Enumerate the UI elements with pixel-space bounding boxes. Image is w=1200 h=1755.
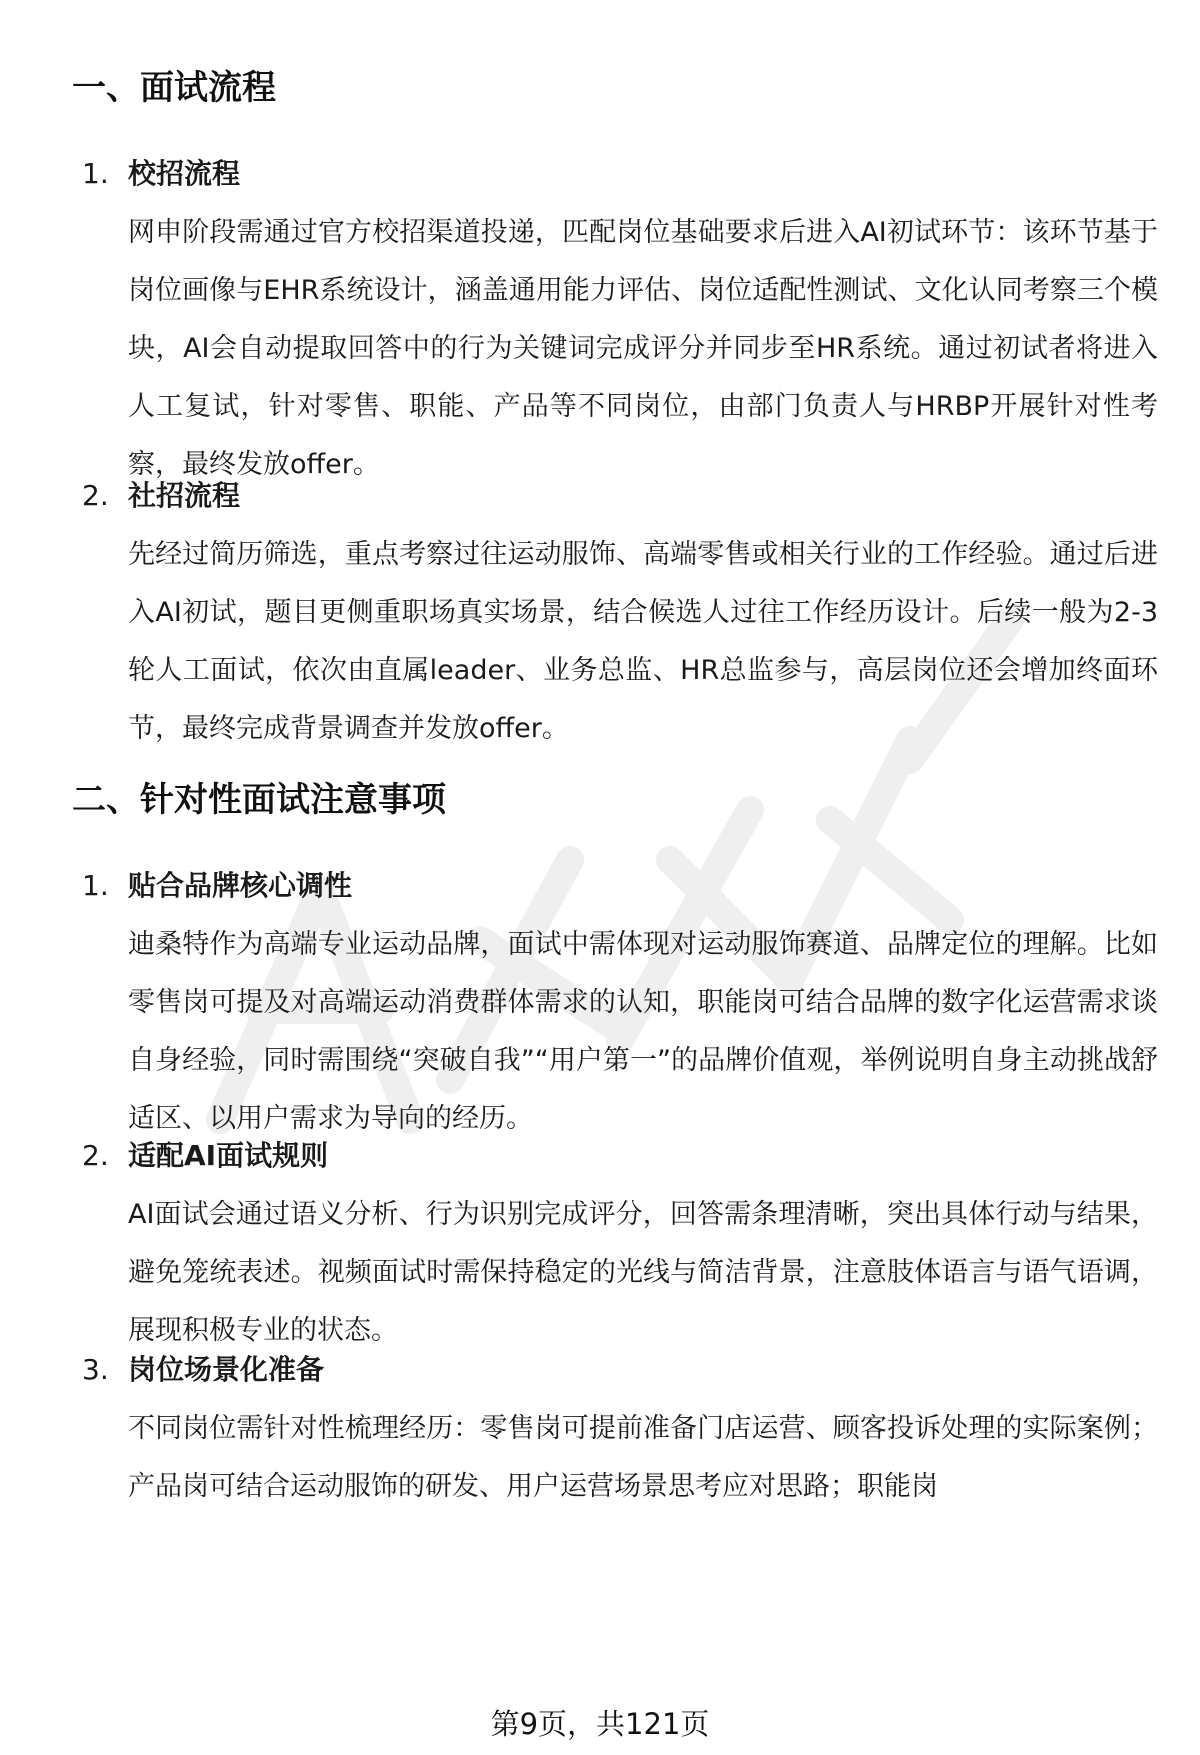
list-item-number: 1. [82,869,109,902]
list-item-body: 网申阶段需通过官方校招渠道投递，匹配岗位基础要求后进入AI初试环节：该环节基于岗位画像与EHR系统设计，涵盖通用能力评估、岗位适配性测试、文化认同考察三个模块，AI会自动提取回答中的行为关键词完成评分并同步至HR系统。通过初试者将进入人工复试，针对零售、职能、产品等不同岗位，由部门负责人与HRBP开展针对性考察，最终发放offer。 [128,217,1158,480]
list-item-head [82,476,1152,516]
section-title-interview-notes: 二、针对性面试注意事项 [72,780,446,820]
page-footer: 第9页，共121页 [490,1707,710,1741]
list-item-title: 校招流程 [128,157,241,190]
list-item-number: 2. [82,479,109,512]
list-item-number: 1. [82,157,109,190]
list-item-brand-fit [82,866,1158,1148]
list-item-role-scenario [82,1350,1158,1516]
list-item-body: AI面试会通过语义分析、行为识别完成评分，回答需条理清晰，突出具体行动与结果，避免笼统表述。视频面试时需保持稳定的光线与简洁背景，注意肢体语言与语气语调，展现积极专业的状态。 [128,1199,1158,1346]
list-item-body: 先经过简历筛选，重点考察过往运动服饰、高端零售或相关行业的工作经验。通过后进入AI初试，题目更侧重职场真实场景，结合候选人过往工作经历设计。后续一般为2-3轮人工面试，依次由直属leader、业务总监、HR总监参与，高层岗位还会增加终面环节，最终完成背景调查并发放offer。 [128,539,1158,744]
list-item-campus-recruit [82,154,1158,494]
list-item-ai-interview [82,1136,1158,1360]
list-item-body: 不同岗位需针对性梳理经历：零售岗可提前准备门店运营、顾客投诉处理的实际案例；产品岗可结合运动服饰的研发、用户运营场景思考应对思路；职能岗 [128,1413,1158,1502]
section-title-interview-process: 一、面试流程 [72,68,276,108]
list-item-head [82,154,1152,194]
list-item-number: 2. [82,1139,109,1172]
list-item-head [82,1350,1152,1390]
list-item-title: 适配AI面试规则 [128,1139,329,1172]
list-item-title: 贴合品牌核心调性 [128,869,353,902]
list-item-head [82,1136,1152,1176]
list-item-title: 社招流程 [128,479,241,512]
list-item-head [82,866,1152,906]
list-item-body: 迪桑特作为高端专业运动品牌，面试中需体现对运动服饰赛道、品牌定位的理解。比如零售岗可提及对高端运动消费群体需求的认知，职能岗可结合品牌的数字化运营需求谈自身经验，同时需围绕“突破自我”“用户第一”的品牌价值观，举例说明自身主动挑战舒适区、以用户需求为导向的经历。 [128,929,1158,1134]
list-item-social-recruit [82,476,1158,758]
list-item-number: 3. [82,1353,109,1386]
list-item-title: 岗位场景化准备 [128,1353,325,1386]
